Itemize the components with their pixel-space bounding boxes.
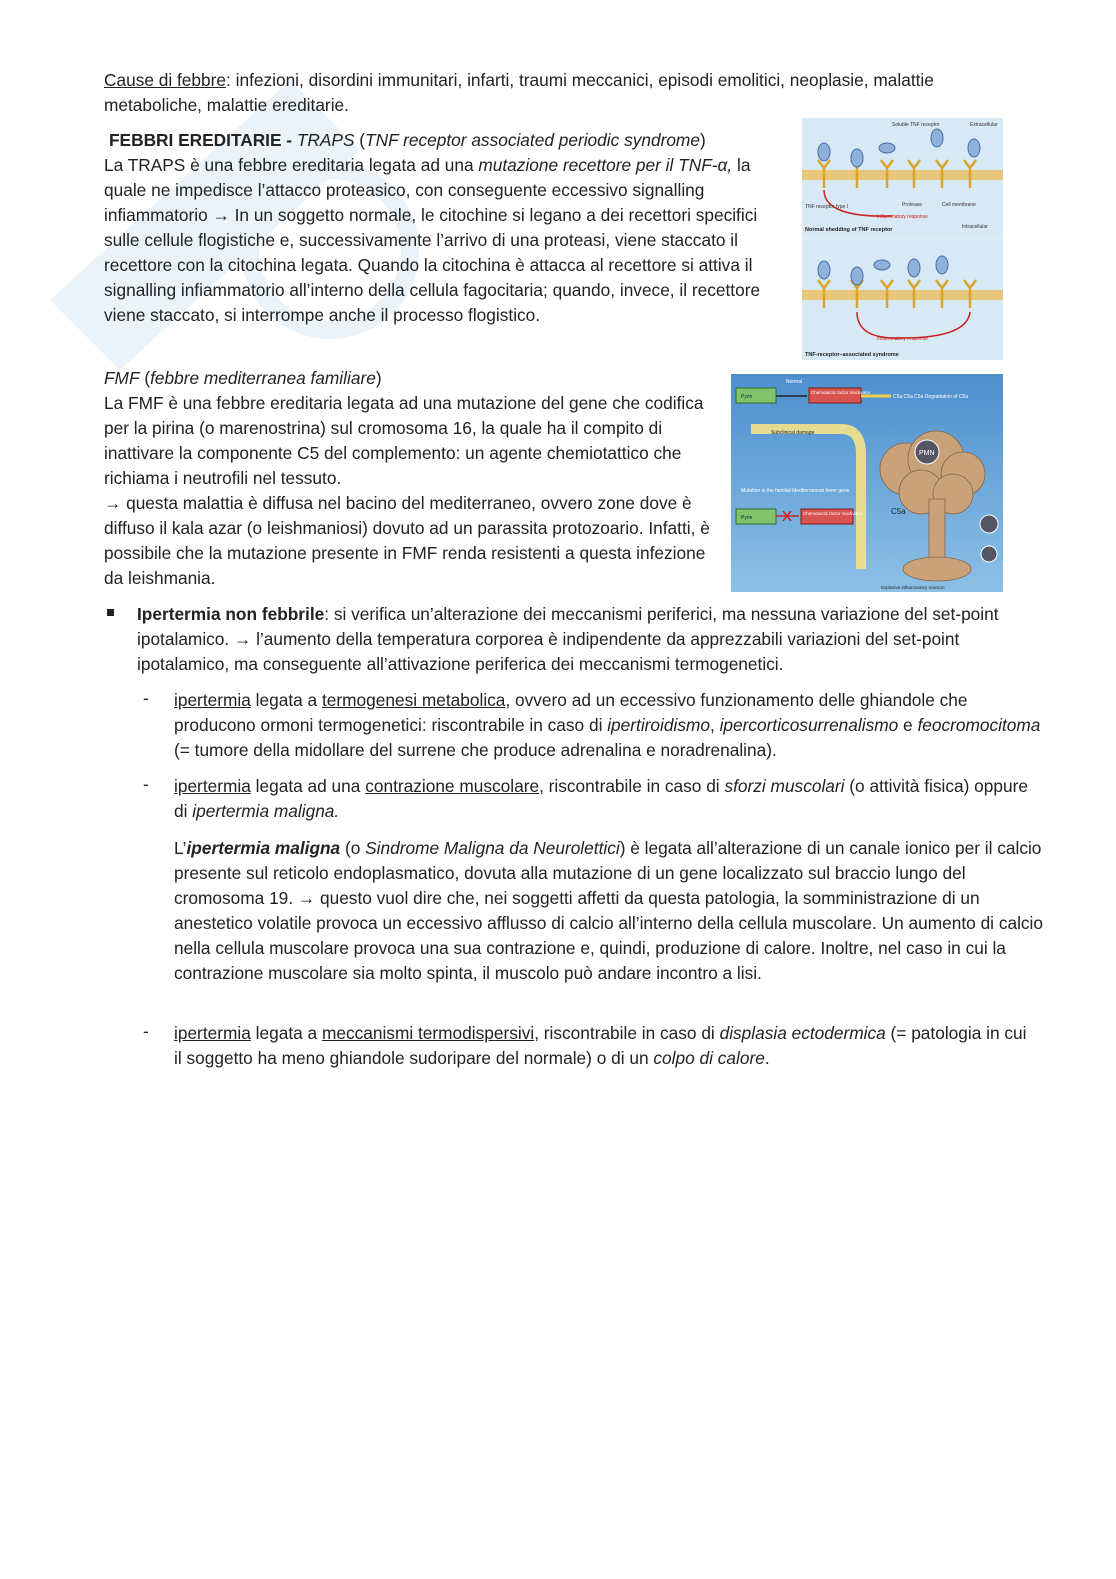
maligna-pre: L’ xyxy=(174,838,187,858)
traps-paren-close: ) xyxy=(699,130,706,150)
item-2-italic-1: sforzi muscolari xyxy=(724,776,845,796)
item-1-text-c: , xyxy=(709,715,720,735)
traps-body-1: La TRAPS è una febbre ereditaria legata ad una xyxy=(104,155,479,175)
traps-body-2: la quale ne impedisce l’attacco proteasico, con conseguente eccessivo signalling infiammatorio → In un soggetto normale, le citochine si legano a dei recettori specifici sulle cellule flogistiche e, successivamente l’arrivo di una proteasi, viene staccato il recettore con la citochina legata. Quando la citochina è attacca al recettore si attiva il signalling infiammatorio all’interno della cellula fagocitaria; quando, invece, il recettore viene staccato, si interrompe anche il processo flogistico. xyxy=(104,155,761,325)
maligna-title: ipertermia maligna xyxy=(186,838,341,858)
item-1-text-b: , ovvero ad un eccessivo funzionamento delle ghiandole che producono ormoni termogenetici: riscontrabile in caso di xyxy=(174,690,968,735)
explosive-label: Explosive inflammatory reaction xyxy=(881,585,945,590)
item-2-cause: contrazione muscolare xyxy=(365,776,540,796)
item-3-dash: - xyxy=(143,1021,149,1041)
normal-label: Normal xyxy=(786,379,803,385)
item-1-cause: termogenesi metabolica xyxy=(321,690,506,710)
membrane-label: Cell membrane xyxy=(942,202,976,208)
intro-label: Cause di febbre xyxy=(104,70,227,90)
item-3-cause: meccanismi termodispersivi xyxy=(321,1023,535,1043)
fmf-paren-open: ( xyxy=(139,368,151,388)
item-2-paragraph xyxy=(174,774,1034,824)
traps-heading: FEBBRI EREDITARIE - xyxy=(109,130,297,150)
item-1-paragraph xyxy=(174,688,1044,763)
ipertermia-paragraph xyxy=(137,602,1037,677)
traps-paren-open: ( xyxy=(354,130,366,150)
item-1-italic-2: ipercorticosurrenalismo xyxy=(719,715,899,735)
subclinical-label: Subclinical damage xyxy=(771,430,815,436)
ipertermia-text: : si verifica un’alterazione dei meccanismi periferici, ma nessuna variazione del set-point ipotalamico. → l’aumento della temperatura corporea è indipendente da apprezzabili variazioni del set-point ipotalamico, ma conseguente all’attivazione periferica dei meccanismi termogenetici. xyxy=(137,604,999,674)
fmf-body: La FMF è una febbre ereditaria legata ad una mutazione del gene che codifica per la pirina (o marenostrina) sul cromosoma 16, la quale ha il compito di inattivare la componente C5 del complemento: un agente chemiotattico che richiama i neutrofili nel tessuto. xyxy=(104,393,704,488)
traps-paragraph xyxy=(104,128,784,328)
maligna-synonym: Sindrome Maligna da Neurolettici xyxy=(365,838,620,858)
traps-figure xyxy=(802,118,1003,360)
item-2-text-b: , riscontrabile in caso di xyxy=(539,776,725,796)
protease-label: Protease xyxy=(902,202,923,208)
traps-diagram xyxy=(802,118,1003,360)
inflammatory-label-top: Inflammatory response xyxy=(877,214,928,220)
item-2-text-a: legata ad una xyxy=(250,776,366,796)
traps-full-name: TNF receptor associated periodic syndrome xyxy=(365,130,700,150)
item-1-text-e: (= tumore della midollare del surrene che produce adrenalina e noradrenalina). xyxy=(174,740,777,760)
traps-acronym: TRAPS xyxy=(296,130,355,150)
intro-paragraph xyxy=(104,68,1034,118)
fmf-paren-close: ) xyxy=(375,368,382,388)
item-3-italic-1: displasia ectodermica xyxy=(719,1023,886,1043)
item-3-text-c: (= patologia in cui il soggetto ha meno ghiandole sudoripare del normale) o di un xyxy=(174,1023,1027,1068)
fmf-body-2: → questa malattia è diffusa nel bacino del mediterraneo, ovvero zone dove è diffuso il kala azar (o leishmaniosi) dovuto ad un parassita protozoario. Infatti, è possibile che la mutazione presente in FMF renda resistenti a questa infezione da leishmania. xyxy=(104,493,710,588)
receptor-label: TNF receptor type I xyxy=(805,204,849,210)
traps-body-italic: mutazione recettore per il TNF-α, xyxy=(478,155,733,175)
fmf-figure xyxy=(731,374,1003,592)
item-1-italic-3: feocromocitoma xyxy=(917,715,1041,735)
pyrin-label-bottom: Pyrin xyxy=(741,515,753,521)
item-2-dash: - xyxy=(143,774,149,794)
item-2-italic-2: ipertermia maligna. xyxy=(192,801,340,821)
item-3-italic-2: colpo di calore xyxy=(653,1048,765,1068)
maligna-paren: (o xyxy=(340,838,366,858)
item-2-term: ipertermia xyxy=(174,776,251,796)
pmn-label: PMN xyxy=(919,450,935,457)
item-3-paragraph xyxy=(174,1021,1034,1071)
maligna-text: ) è legata all’alterazione di un canale ionico per il calcio presente sul reticolo endoplasmatico, dovuta alla mutazione di un gene localizzato sul braccio lungo del cromosoma 19. → questo vuol dire che, nei soggetti affetti da questa patologia, la somministrazione di un anestetico volatile provoca un eccessivo afflusso di calcio all’interno della cellula muscolare. Un aumento di calcio nella cellula muscolare provoca una sua contrazione e, quindi, produzione di calore. Inoltre, nel caso in cui la contrazione muscolare sia molto spinta, il muscolo può andare incontro a lisi. xyxy=(174,838,1044,983)
item-1-italic-1: ipertiroidismo xyxy=(607,715,710,735)
soluble-label: Soluble TNF receptor xyxy=(892,122,940,128)
item-3-text-d: . xyxy=(764,1048,770,1068)
chemotactic-bottom: Chemotactic factor inactivator xyxy=(803,511,863,516)
extracellular-label: Extracellular xyxy=(970,122,998,128)
intracellular-label: Intracellular xyxy=(962,224,988,230)
item-3-text-b: , riscontrabile in caso di xyxy=(534,1023,720,1043)
fmf-acronym: FMF xyxy=(104,368,140,388)
chemotactic-top: Chemotactic factor inactivator xyxy=(811,390,871,395)
degradation-label: C5a C5a C5a Degradation of C5a xyxy=(893,394,969,400)
caption-bottom: TNF-receptor–associated syndrome xyxy=(805,352,899,358)
maligna-paragraph xyxy=(174,836,1046,986)
fmf-paragraph xyxy=(104,366,716,591)
fmf-diagram xyxy=(731,374,1003,592)
item-1-dash: - xyxy=(143,688,149,708)
inflammatory-label-bottom: Inflammatory response xyxy=(877,336,928,342)
ipertermia-title: Ipertermia non febbrile xyxy=(137,604,325,624)
ipertermia-bullet xyxy=(107,609,114,616)
c5a-label: C5a xyxy=(891,507,906,516)
mutation-label: Mutation in the familial Mediterranean fever gene xyxy=(741,488,850,494)
item-1-term: ipertermia xyxy=(174,690,251,710)
item-3-text-a: legata a xyxy=(250,1023,322,1043)
item-3-term: ipertermia xyxy=(174,1023,251,1043)
item-1-text-a: legata a xyxy=(250,690,322,710)
fmf-full-name: febbre mediterranea familiare xyxy=(150,368,376,388)
item-1-text-d: e xyxy=(898,715,918,735)
caption-top: Normal shedding of TNF receptor xyxy=(805,227,893,233)
item-2-text-c: (o attività fisica) oppure di xyxy=(174,776,1028,821)
pyrin-label-top: Pyrin xyxy=(741,394,753,400)
intro-text: : infezioni, disordini immunitari, infarti, traumi meccanici, episodi emolitici, neoplasie, malattie metaboliche, malattie ereditarie. xyxy=(104,70,934,115)
